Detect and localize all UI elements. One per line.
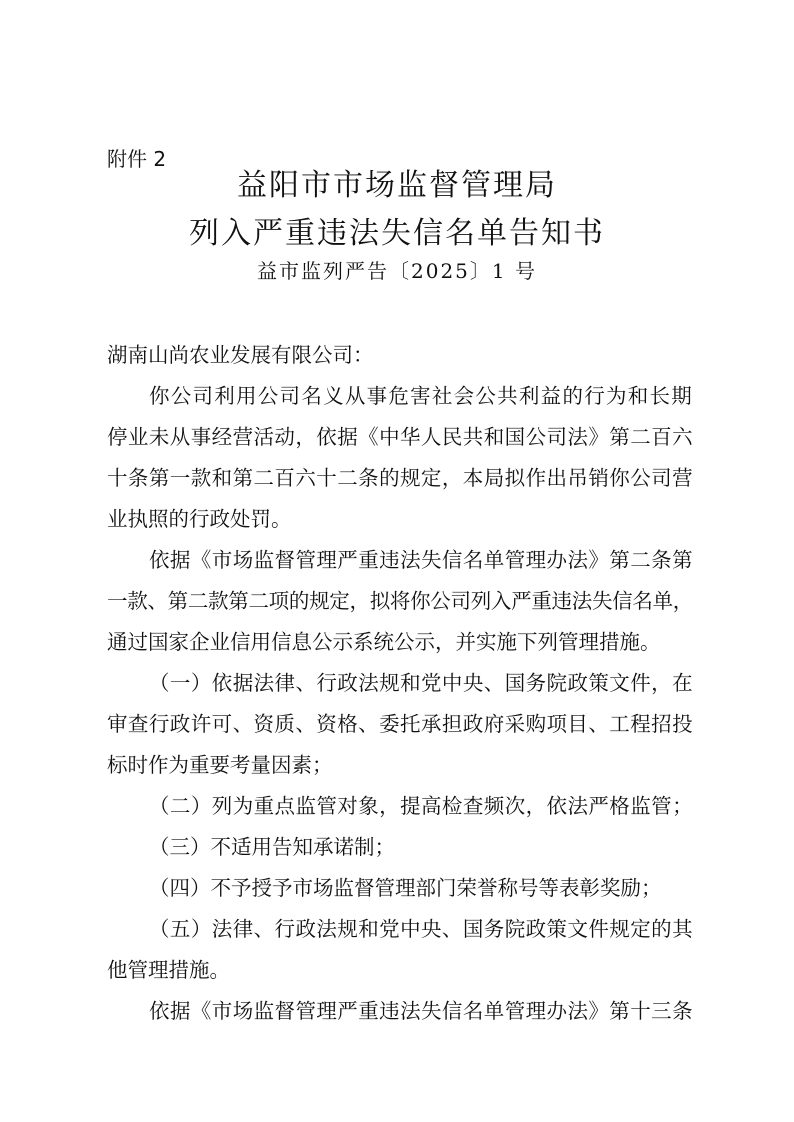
body-line: 十条第一款和第二百六十二条的规定，本局拟作出吊销你公司营 <box>107 466 693 490</box>
document-title-line-2: 列入严重违法失信名单告知书 <box>189 216 605 251</box>
measure-item-1: （一）依据法律、行政法规和党中央、国务院政策文件，在 <box>149 671 693 695</box>
body-line: 你公司利用公司名义从事危害社会公共利益的行为和长期 <box>149 384 693 408</box>
body-line: 依据《市场监督管理严重违法失信名单管理办法》第十三条 <box>149 999 693 1023</box>
body-line: 他管理措施。 <box>107 958 230 982</box>
body-line: 标时作为重要考量因素； <box>107 753 333 777</box>
body-line: 停业未从事经营活动，依据《中华人民共和国公司法》第二百六 <box>107 425 693 449</box>
document-number: 益市监列严告〔2025〕1 号 <box>257 259 537 283</box>
document-title-line-1: 益阳市市场监督管理局 <box>237 168 557 203</box>
body-line: 通过国家企业信用信息公示系统公示，并实施下列管理措施。 <box>107 630 661 654</box>
body-line: 依据《市场监督管理严重违法失信名单管理办法》第二条第 <box>149 548 693 572</box>
measure-item-2: （二）列为重点监管对象，提高检查频次，依法严格监管； <box>149 794 693 818</box>
measure-item-5: （五）法律、行政法规和党中央、国务院政策文件规定的其 <box>149 917 693 941</box>
body-line: 业执照的行政处罚。 <box>107 507 292 531</box>
addressee: 湖南山尚农业发展有限公司： <box>107 343 374 367</box>
measure-item-4: （四）不予授予市场监督管理部门荣誉称号等表彰奖励； <box>149 876 662 900</box>
body-line: 一款、第二款第二项的规定，拟将你公司列入严重违法失信名单， <box>107 589 693 613</box>
body-line: 审查行政许可、资质、资格、委托承担政府采购项目、工程招投 <box>107 712 693 736</box>
measure-item-3: （三）不适用告知承诺制； <box>149 835 395 859</box>
attachment-label: 附件 2 <box>107 147 167 171</box>
